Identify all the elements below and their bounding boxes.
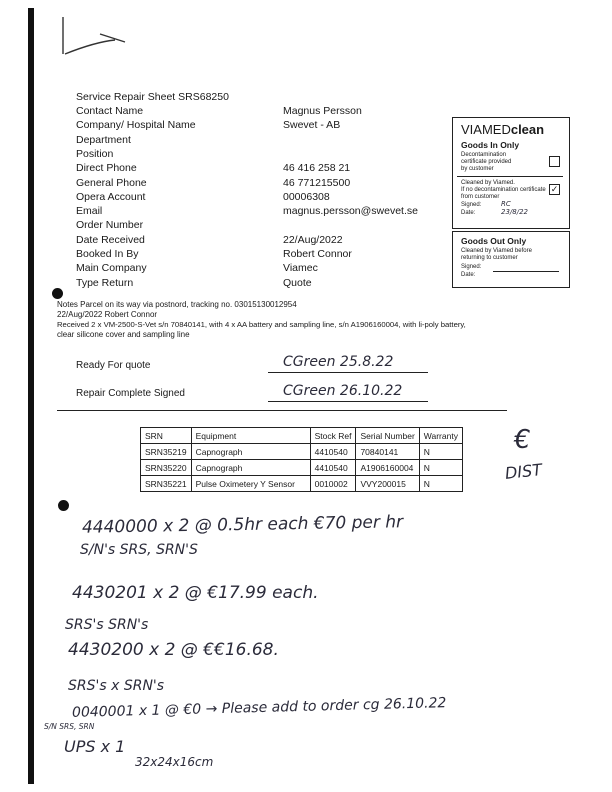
punch-hole	[52, 288, 63, 299]
hand-line: 0040001 x 1 @ €0 → Please add to order cg 26.10.22	[71, 695, 447, 721]
goods-out-text	[461, 248, 532, 262]
hand-line: 4440000 x 2 @ 0.5hr each €70 per hr	[81, 512, 404, 538]
field-label: Contact Name	[76, 105, 144, 117]
goods-in-title: Goods In Only	[461, 140, 520, 150]
cleaned-line: If no decontamination certificate	[461, 187, 546, 193]
hand-line: UPS x 1	[64, 737, 126, 756]
table-cell: SRN35220	[141, 460, 192, 476]
header-stock-ref: Stock Ref	[310, 428, 356, 444]
table-cell: N	[419, 476, 462, 492]
goods-in-line: by customer	[461, 166, 494, 172]
ready-signature: CGreen 25.8.22	[283, 354, 394, 370]
goods-in-line: certificate provided	[461, 159, 512, 165]
ready-line	[268, 372, 428, 373]
logo-brand: VIAMED	[461, 122, 511, 137]
goods-in-stamp	[452, 117, 570, 229]
table-cell: SRN35221	[141, 476, 192, 492]
table-cell: N	[419, 444, 462, 460]
hand-line: S/N's SRS, SRN'S	[80, 542, 198, 558]
out-signed-label: Signed:	[461, 264, 482, 270]
goods-in-text	[461, 152, 511, 173]
hand-line: 32x24x16cm	[135, 755, 214, 769]
equipment-table	[140, 427, 463, 492]
field-value: magnus.persson@swevet.se	[283, 205, 418, 218]
table-cell: 4410540	[310, 444, 356, 460]
table-cell: Capnograph	[191, 460, 310, 476]
field-label: Date Received	[76, 233, 145, 246]
table-cell: VVY200015	[356, 476, 419, 492]
field-value: 46 771215500	[283, 176, 351, 189]
hand-line: SRS's SRN's	[65, 617, 149, 633]
repair-label: Repair Complete Signed	[76, 388, 185, 399]
cleaned-checkbox[interactable]: ✓	[550, 184, 559, 194]
table-cell: Capnograph	[191, 444, 310, 460]
hand-line: SRS's x SRN's	[68, 678, 165, 694]
date-value: 23/8/22	[501, 208, 528, 216]
table-cell: 70840141	[356, 444, 419, 460]
table-cell: 0010002	[310, 476, 356, 492]
field-label: Company/ Hospital Name	[76, 119, 196, 132]
header-equipment: Equipment	[191, 428, 310, 444]
field-label: Order Number	[76, 219, 144, 232]
notes-line: 22/Aug/2022 Robert Connor	[57, 310, 158, 319]
field-label: Direct Phone	[76, 162, 137, 175]
header-warranty: Warranty	[419, 428, 462, 444]
field-label: Position	[76, 147, 114, 160]
cleaned-line: from customer	[461, 194, 500, 200]
field-label: Booked In By	[76, 248, 139, 260]
table-cell: SRN35219	[141, 444, 192, 460]
decon-checkbox[interactable]	[549, 156, 560, 167]
field-value: Viamec	[283, 262, 318, 275]
section-divider	[57, 410, 507, 411]
goods-out-line: Cleaned by Viamed before	[461, 248, 532, 254]
goods-out-title: Goods Out Only	[461, 236, 527, 246]
field-label: Opera Account	[76, 190, 146, 203]
field-value: 00006308	[283, 190, 330, 203]
table-row	[141, 476, 463, 492]
notes-line: Received 2 x VM-2500-S-Vet s/n 70840141, with 4 x AA battery and sampling line, s/n A1906160004, with li-poly battery,	[57, 320, 466, 329]
notes-line: clear silicone cover and sampling line	[57, 330, 190, 339]
goods-out-stamp	[452, 231, 570, 288]
logo-clean: clean	[510, 122, 545, 137]
margin-dist: DIST	[504, 460, 543, 483]
scan-edge	[28, 8, 34, 784]
field-label: Type Return	[76, 276, 134, 289]
field-label: Main Company	[76, 262, 147, 275]
field-value: Swevet - AB	[283, 119, 341, 132]
field-value: 22/Aug/2022	[283, 233, 343, 246]
stamp-divider	[457, 176, 563, 177]
out-date-label: Date:	[461, 272, 476, 278]
field-label: Email	[76, 205, 103, 218]
field-value: Robert Connor	[283, 248, 352, 260]
hand-line: S/N SRS, SRN	[44, 722, 95, 731]
field-value: Magnus Persson	[283, 105, 362, 117]
table-row	[141, 444, 463, 460]
signed-value: RC	[501, 200, 511, 208]
table-row	[141, 460, 463, 476]
hand-line: 4430201 x 2 @ €17.99 each.	[72, 583, 319, 603]
ready-label: Ready For quote	[76, 360, 151, 371]
header-srn: SRN	[141, 428, 192, 444]
signed-label: Signed:	[461, 202, 482, 208]
field-label: General Phone	[76, 176, 147, 189]
date-label: Date:	[461, 210, 476, 216]
sheet-title: Service Repair Sheet SRS68250	[76, 91, 229, 103]
notes-line: Notes Parcel on its way via postnord, tracking no. 03015130012954	[57, 300, 297, 309]
repair-signature: CGreen 26.10.22	[283, 383, 403, 399]
corner-scribble	[55, 12, 145, 62]
out-signed-line	[493, 271, 559, 272]
goods-out-line: returning to customer	[461, 255, 518, 261]
header-serial: Serial Number	[356, 428, 419, 444]
notes-block	[57, 300, 466, 340]
stamp-logo	[461, 122, 544, 137]
field-label: Department	[76, 133, 131, 146]
table-cell: 4410540	[310, 460, 356, 476]
repair-line	[268, 401, 428, 402]
table-cell: A1906160004	[356, 460, 419, 476]
hand-line: 4430200 x 2 @ €€16.68.	[68, 640, 279, 660]
field-value: 46 416 258 21	[283, 162, 351, 175]
punch-hole	[58, 500, 69, 511]
margin-euro: €	[514, 425, 531, 455]
table-cell: Pulse Oximetery Y Sensor	[191, 476, 310, 492]
cleaned-line: Cleaned by Viamed.	[461, 180, 515, 186]
field-value: Quote	[283, 276, 312, 289]
table-cell: N	[419, 460, 462, 476]
table-header-row	[141, 428, 463, 444]
goods-in-line: Decontamination	[461, 152, 507, 158]
cleaned-text	[461, 180, 546, 201]
